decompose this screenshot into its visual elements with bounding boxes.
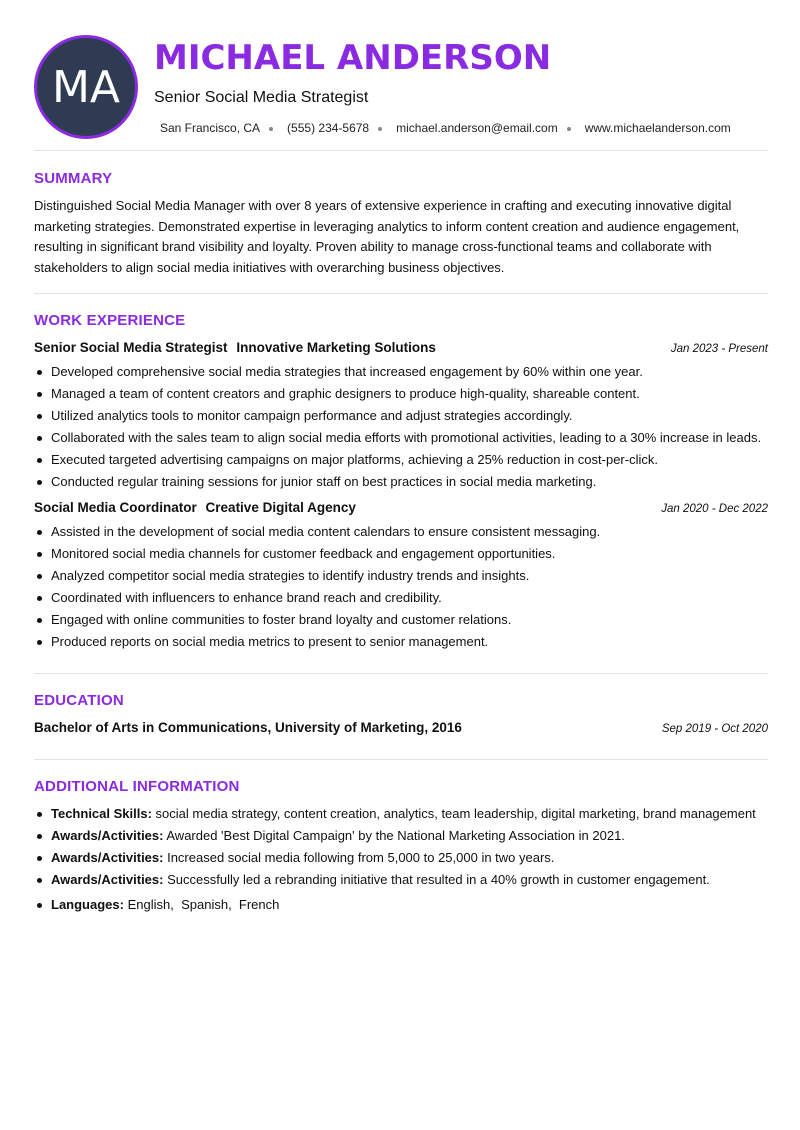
candidate-name: MICHAEL ANDERSON bbox=[154, 38, 552, 78]
list-item: Conducted regular training sessions for junior staff on best practices in social media marketing. bbox=[34, 473, 768, 491]
language: English bbox=[127, 897, 171, 912]
job-entry bbox=[34, 500, 768, 651]
list-item: Developed comprehensive social media strategies that increased engagement by 60% within one year. bbox=[34, 363, 768, 381]
resume-page bbox=[34, 0, 768, 918]
job-role: Senior Social Media Strategist bbox=[34, 340, 228, 355]
education-section bbox=[34, 674, 768, 759]
item-label: Technical Skills: bbox=[51, 805, 152, 821]
list-item: Coordinated with influencers to enhance brand reach and credibility. bbox=[34, 589, 768, 607]
item-label: Awards/Activities: bbox=[51, 849, 164, 865]
job-company: Innovative Marketing Solutions bbox=[236, 340, 436, 355]
summary-section bbox=[34, 151, 768, 293]
education-dates: Sep 2019 - Oct 2020 bbox=[661, 722, 768, 735]
list-item bbox=[34, 871, 768, 889]
job-title-line bbox=[34, 340, 436, 355]
contact-email[interactable]: michael.anderson@email.com bbox=[396, 121, 558, 135]
job-role: Social Media Coordinator bbox=[34, 499, 197, 515]
language: , Spanish bbox=[170, 897, 228, 912]
list-item: Monitored social media channels for customer feedback and engagement opportunities. bbox=[34, 545, 768, 563]
list-item: Collaborated with the sales team to align social media efforts with promotional activities, leading to a 30% increase in leads. bbox=[34, 429, 768, 447]
item-text: Increased social media following from 5,000 to 25,000 in two years. bbox=[167, 849, 555, 865]
item-text: Awarded 'Best Digital Campaign' by the National Marketing Association in 2021. bbox=[166, 827, 625, 843]
job-dates: Jan 2023 - Present bbox=[670, 343, 768, 355]
list-item: Utilized analytics tools to monitor campaign performance and adjust strategies accordingly. bbox=[34, 407, 768, 425]
list-item bbox=[34, 827, 768, 845]
contact-phone: (555) 234-5678 bbox=[287, 121, 370, 135]
list-item bbox=[34, 805, 768, 823]
section-heading-education: EDUCATION bbox=[34, 691, 124, 709]
item-text: Successfully led a rebranding initiative that resulted in a 40% growth in customer engagement. bbox=[167, 871, 710, 887]
bullet-separator-icon bbox=[378, 127, 382, 131]
experience-section bbox=[34, 294, 768, 673]
summary-text: Distinguished Social Media Manager with over 8 years of extensive experience in crafting and executing innovative digital marketing strategies. Demonstrated expertise in leveraging analytics to inform content creation and audience engagement, resulting in significant brand visibility and loyalty. Proven ability to manage cross-functional teams and collaborate with stakeholders to align social media initiatives with overarching business objectives. bbox=[34, 198, 740, 275]
job-dates: Jan 2020 - Dec 2022 bbox=[661, 502, 768, 515]
bullet-separator-icon bbox=[269, 127, 273, 131]
list-item: Assisted in the development of social media content calendars to ensure consistent messaging. bbox=[34, 523, 768, 541]
list-item: Analyzed competitor social media strategies to identify industry trends and insights. bbox=[34, 567, 768, 585]
avatar-initials: MA bbox=[51, 61, 121, 113]
candidate-title: Senior Social Media Strategist bbox=[154, 89, 369, 106]
section-heading-additional: ADDITIONAL INFORMATION bbox=[34, 777, 240, 795]
list-item: Managed a team of content creators and graphic designers to produce high-quality, shareable content. bbox=[34, 385, 768, 403]
language: , French bbox=[228, 897, 279, 912]
list-item: Produced reports on social media metrics to present to senior management. bbox=[34, 633, 768, 651]
contact-website[interactable]: www.michaelanderson.com bbox=[584, 121, 731, 135]
section-heading-experience: WORK EXPERIENCE bbox=[34, 312, 186, 329]
list-item bbox=[34, 896, 768, 914]
additional-section bbox=[34, 760, 768, 914]
list-item bbox=[34, 849, 768, 867]
job-bullets bbox=[34, 523, 768, 651]
resume-header bbox=[34, 0, 768, 150]
item-label: Awards/Activities: bbox=[51, 871, 164, 887]
job-bullets bbox=[34, 363, 768, 491]
education-degree: Bachelor of Arts in Communications, University of Marketing, 2016 bbox=[34, 719, 462, 735]
languages-label: Languages: bbox=[51, 897, 124, 912]
list-item: Engaged with online communities to foster brand loyalty and customer relations. bbox=[34, 611, 768, 629]
contact-info bbox=[160, 121, 731, 135]
bullet-separator-icon bbox=[567, 127, 571, 131]
section-heading-summary: SUMMARY bbox=[34, 170, 113, 187]
item-text: social media strategy, content creation, analytics, team leadership, digital marketing, brand management bbox=[155, 805, 756, 821]
job-title-line bbox=[34, 500, 356, 515]
additional-list bbox=[34, 805, 768, 914]
job-header bbox=[34, 500, 768, 515]
job-header bbox=[34, 340, 768, 355]
avatar bbox=[34, 35, 138, 139]
job-company: Creative Digital Agency bbox=[205, 499, 356, 515]
item-label: Awards/Activities: bbox=[51, 827, 164, 843]
list-item: Executed targeted advertising campaigns on major platforms, achieving a 25% reduction in cost-per-click. bbox=[34, 451, 768, 469]
contact-location: San Francisco, CA bbox=[160, 121, 261, 135]
education-entry bbox=[34, 720, 768, 735]
job-entry bbox=[34, 340, 768, 491]
